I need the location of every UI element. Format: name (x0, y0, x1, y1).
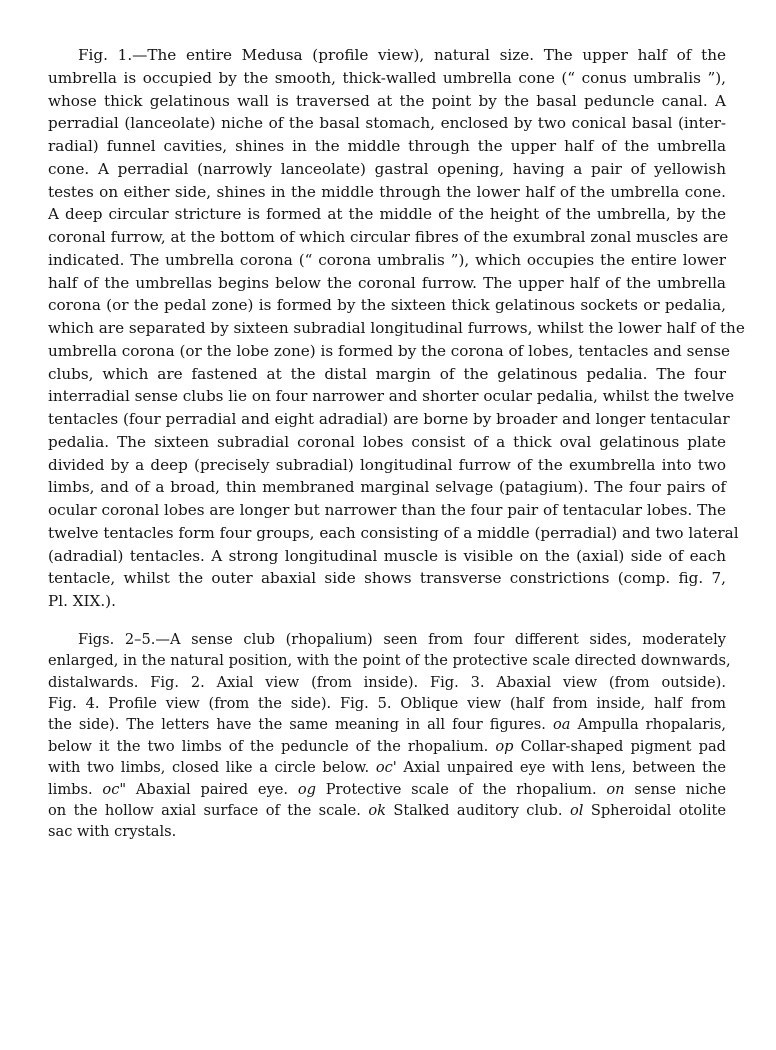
text-line: perradial (lanceolate) niche of the basal stomach, enclosed by two conical basal (inter- (48, 114, 726, 133)
text-line: ocular coronal lobes are longer but narrower than the four pair of tentacular lobes. The (48, 501, 726, 519)
line-text: limbs. (48, 780, 93, 798)
text-line (48, 779, 726, 800)
text-line: Fig. 4. Profile view (from the side). Fig. 5. Oblique view (half from inside, half from (48, 694, 726, 712)
text-line: clubs, which are fastened at the distal margin of the gelatinous pedalia. The four (48, 364, 726, 383)
line-text: below it the two limbs of the peduncle of the rhopalium. (48, 737, 489, 755)
text-line: indicated. The umbrella corona (“ corona umbralis ”), which occupies the entire lower (48, 250, 726, 269)
text-line: coronal furrow, at the bottom of which circular fibres of the exumbral zonal muscles are (48, 228, 729, 246)
line-text: Axial unpaired eye with lens, between the (403, 759, 726, 777)
text-line: Figs. 2–5.—A sense club (rhopalium) seen from four different sides, moderately (78, 630, 726, 648)
text-line: umbrella corona (or the lobe zone) is formed by the corona of lobes, tentacles and sense (48, 341, 731, 360)
text-line: half of the umbrellas begins below the coronal furrow. The upper half of the umbrella (48, 273, 726, 292)
text-line: corona (or the pedal zone) is formed by the sixteen thick gelatinous sockets or pedalia, (48, 296, 726, 315)
line-text: Spheroidal otolite (590, 802, 727, 819)
text-line: pedalia. The sixteen subradial coronal lobes consist of a thick oval gelatinous plate (48, 432, 726, 451)
text-line: (adradial) tentacles. A strong longitudinal muscle is visible on the (axial) side of each (48, 546, 726, 565)
line-text: with two limbs, closed like a circle below. (48, 759, 370, 777)
text-line (48, 757, 726, 778)
text-line: interradial sense clubs lie on four narrower and shorter ocular pedalia, whilst the twelve (48, 387, 735, 406)
line-text: Protective scale of the rhopalium. (325, 780, 597, 798)
text-line: cone. A perradial (narrowly lanceolate) gastral opening, having a pair of yellowish (48, 159, 726, 178)
figure-letter-ol: ol (569, 802, 584, 819)
text-line: tentacle, whilst the outer abaxial side shows transverse constrictions (comp. fig. 7, (48, 569, 726, 588)
figure-letter-ok: ok (368, 802, 386, 819)
text-line: Pl. XIX.). (48, 592, 116, 610)
figure-letter-oc-double-prime: oc" (102, 780, 127, 798)
text-line: A deep circular stricture is formed at the middle of the height of the umbrella, by the (48, 205, 726, 224)
text-line (48, 714, 726, 735)
plate-explanation-text (48, 44, 745, 843)
text-line: enlarged, in the natural position, with the point of the protective scale directed downwards, (48, 652, 731, 670)
figure-letter-og: og (297, 780, 316, 798)
text-line: radial) funnel cavities, shines in the middle through the upper half of the umbrella (48, 137, 726, 155)
text-line: which are separated by sixteen subradial longitudinal furrows, whilst the lower half of the (48, 319, 745, 337)
figure-letter-op: op (495, 737, 514, 755)
line-text: Collar-shaped pigment pad (520, 737, 726, 755)
figure-letter-on: on (606, 780, 625, 798)
figure-letter-oc-prime: oc' (375, 759, 397, 777)
line-text: on the hollow axial surface of the scale. (48, 802, 361, 819)
line-text: Ampulla rhopalaris, (577, 716, 727, 734)
text-line: divided by a deep (precisely subradial) longitudinal furrow of the exumbrella into two (48, 455, 726, 474)
text-line (48, 800, 726, 821)
line-text: the side). The letters have the same meaning in all four figures. (48, 716, 546, 734)
text-line: whose thick gelatinous wall is traversed at the point by the basal peduncle canal. A (48, 91, 726, 110)
text-line: tentacles (four perradial and eight adradial) are borne by broader and longer tentacular (48, 410, 730, 428)
figure-letter-oa: oa (552, 716, 571, 734)
text-line: distalwards. Fig. 2. Axial view (from inside). Fig. 3. Abaxial view (from outside). (48, 673, 726, 691)
text-line (48, 736, 726, 757)
line-text: Stalked auditory club. (393, 802, 563, 819)
text-line: testes on either side, shines in the middle through the lower half of the umbrella cone. (48, 182, 726, 201)
text-line: sac with crystals. (48, 823, 177, 841)
line-text: Abaxial paired eye. (135, 780, 289, 798)
line-text: sense niche (634, 780, 727, 798)
figs-2-5-description (48, 629, 731, 843)
text-line: umbrella is occupied by the smooth, thick-walled umbrella cone (“ conus umbralis ”), (48, 68, 726, 87)
text-line: limbs, and of a broad, thin membraned marginal selvage (patagium). The four pairs of (48, 478, 726, 497)
text-line: Fig. 1.—The entire Medusa (profile view), natural size. The upper half of the (78, 46, 726, 64)
text-line: twelve tentacles form four groups, each consisting of a middle (perradial) and two lateral (48, 523, 739, 542)
fig-1-description (48, 44, 745, 613)
